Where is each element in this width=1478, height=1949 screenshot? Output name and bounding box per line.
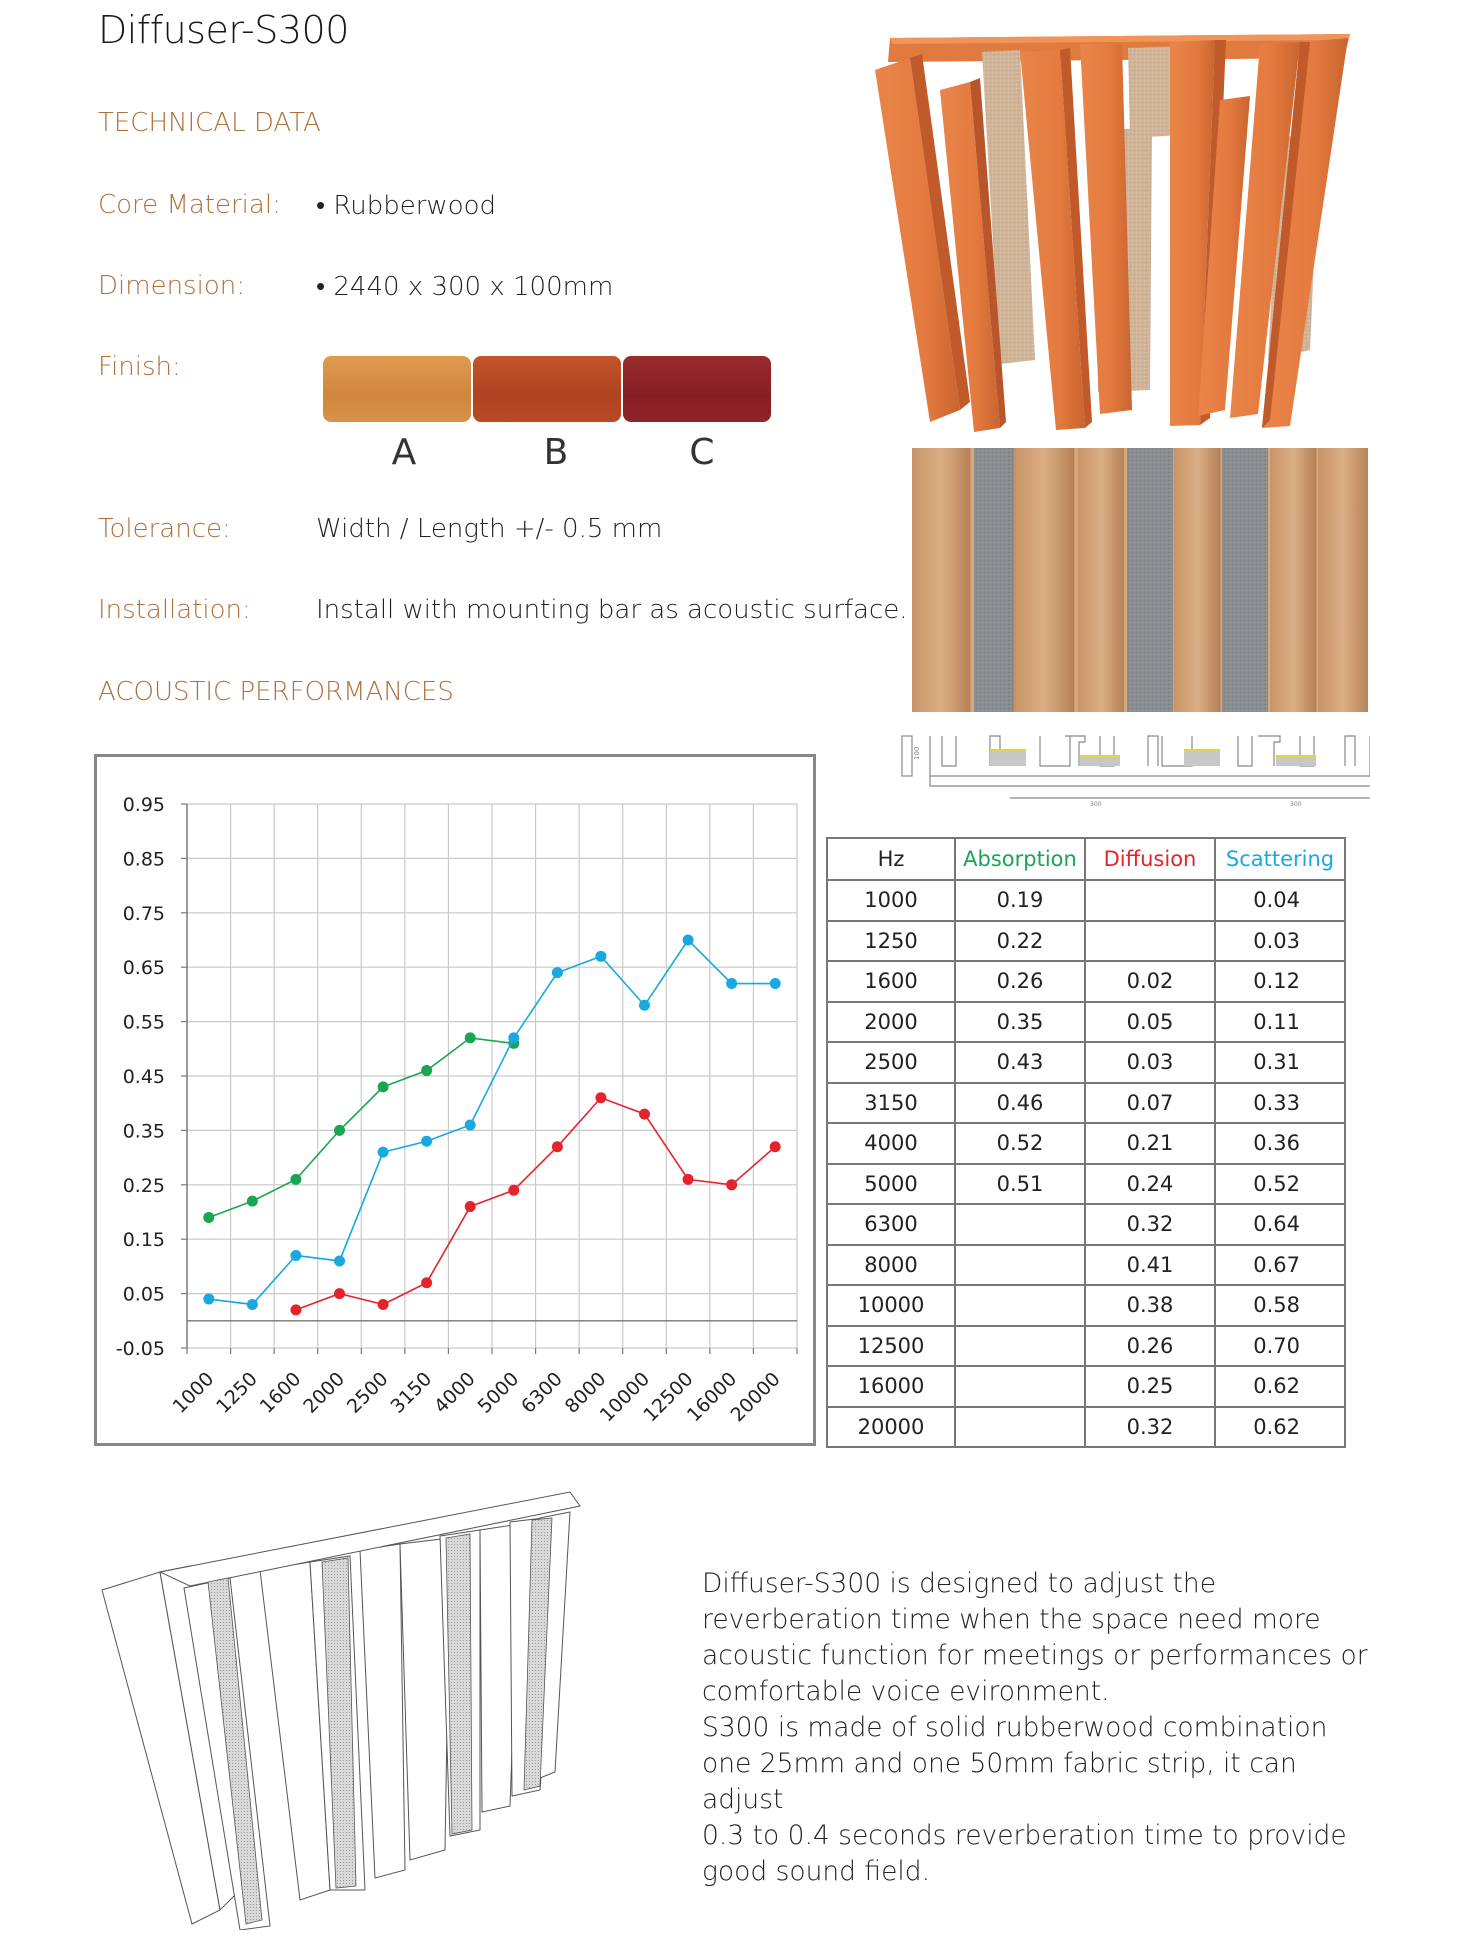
data-point-scattering <box>595 951 606 962</box>
y-tick-label: 0.95 <box>122 794 165 816</box>
table-row <box>827 921 1345 962</box>
x-tick-label: 12500 <box>639 1367 698 1427</box>
table-cell-hz: 4000 <box>827 1123 955 1164</box>
table-cell-absorption: 0.43 <box>955 1042 1085 1083</box>
table-cell-diffusion: 0.38 <box>1085 1285 1215 1326</box>
table-cell-scattering: 0.12 <box>1215 961 1345 1002</box>
table-row <box>827 1123 1345 1164</box>
finish-letter-b: B <box>543 432 569 473</box>
data-point-diffusion <box>595 1092 606 1103</box>
data-point-scattering <box>203 1294 214 1305</box>
core-material-value: • Rubberwood <box>316 191 497 221</box>
data-point-scattering <box>290 1250 301 1261</box>
data-point-diffusion <box>639 1109 650 1120</box>
tolerance-label: Tolerance: <box>98 514 231 544</box>
table-cell-hz: 8000 <box>827 1245 955 1286</box>
x-tick-label: 1000 <box>168 1367 219 1418</box>
data-point-diffusion <box>770 1141 781 1152</box>
table-row <box>827 1204 1345 1245</box>
table-cell-hz: 1600 <box>827 961 955 1002</box>
table-cell-hz: 12500 <box>827 1326 955 1367</box>
data-point-absorption <box>334 1125 345 1136</box>
finish-swatch-a <box>323 356 471 422</box>
table-cell-absorption <box>955 1204 1085 1245</box>
table-cell-hz: 5000 <box>827 1164 955 1205</box>
table-cell-absorption: 0.26 <box>955 961 1085 1002</box>
table-row <box>827 880 1345 921</box>
data-point-diffusion <box>421 1277 432 1288</box>
finish-swatch-b <box>473 356 621 422</box>
core-material-label: Core Material: <box>98 190 281 220</box>
data-point-scattering <box>639 1000 650 1011</box>
table-row <box>827 1164 1345 1205</box>
table-row <box>827 1285 1345 1326</box>
table-cell-absorption: 0.19 <box>955 880 1085 921</box>
page-title: Diffuser-S300 <box>98 8 349 52</box>
x-tick-label: 1600 <box>255 1367 306 1418</box>
table-row <box>827 961 1345 1002</box>
description-line: 0.3 to 0.4 seconds reverberation time to provide <box>702 1820 1347 1851</box>
x-tick-label: 10000 <box>595 1367 655 1427</box>
table-cell-absorption: 0.52 <box>955 1123 1085 1164</box>
table-row <box>827 1245 1345 1286</box>
table-header-diffusion: Diffusion <box>1085 838 1215 880</box>
table-cell-diffusion: 0.21 <box>1085 1123 1215 1164</box>
table-cell-scattering: 0.33 <box>1215 1083 1345 1124</box>
data-point-scattering <box>508 1032 519 1043</box>
finish-letter-a: A <box>391 432 417 473</box>
table-cell-scattering: 0.52 <box>1215 1164 1345 1205</box>
dimension-label: Dimension: <box>98 271 245 301</box>
table-cell-hz: 20000 <box>827 1407 955 1448</box>
data-point-absorption <box>421 1065 432 1076</box>
x-tick-label: 4000 <box>429 1367 480 1418</box>
table-cell-absorption: 0.35 <box>955 1002 1085 1043</box>
front-view-photo <box>912 448 1368 712</box>
x-tick-label: 8000 <box>560 1367 611 1418</box>
data-point-scattering <box>334 1255 345 1266</box>
table-row <box>827 1407 1345 1448</box>
table-cell-scattering: 0.36 <box>1215 1123 1345 1164</box>
finish-label: Finish: <box>98 352 181 382</box>
table-cell-diffusion: 0.03 <box>1085 1042 1215 1083</box>
table-cell-diffusion: 0.41 <box>1085 1245 1215 1286</box>
y-tick-label: 0.15 <box>122 1229 165 1252</box>
y-tick-label: 0.05 <box>122 1283 165 1306</box>
x-tick-label: 16000 <box>682 1367 742 1427</box>
data-point-diffusion <box>334 1288 345 1299</box>
acoustic-table <box>826 837 1346 1448</box>
table-cell-diffusion <box>1085 880 1215 921</box>
y-tick-label: -0.05 <box>115 1338 165 1360</box>
data-point-diffusion <box>378 1299 389 1310</box>
y-tick-label: 0.55 <box>122 1011 165 1034</box>
table-cell-diffusion: 0.05 <box>1085 1002 1215 1043</box>
table-cell-diffusion: 0.25 <box>1085 1366 1215 1407</box>
table-cell-scattering: 0.70 <box>1215 1326 1345 1367</box>
data-point-scattering <box>421 1136 432 1147</box>
table-cell-absorption: 0.51 <box>955 1164 1085 1205</box>
description-line: good sound field. <box>702 1856 931 1887</box>
sketch-render-image <box>100 1490 660 1930</box>
table-cell-diffusion: 0.24 <box>1085 1164 1215 1205</box>
x-tick-label: 5000 <box>473 1367 524 1418</box>
table-cell-diffusion: 0.07 <box>1085 1083 1215 1124</box>
table-cell-hz: 16000 <box>827 1366 955 1407</box>
section-height-label: 100 <box>913 746 921 760</box>
acoustic-chart <box>94 754 816 1446</box>
table-row <box>827 1002 1345 1043</box>
table-header-scattering: Scattering <box>1215 838 1345 880</box>
section-drawing <box>900 730 1370 810</box>
acoustic-performances-heading: ACOUSTIC PERFORMANCES <box>98 677 454 707</box>
y-tick-label: 0.85 <box>122 848 165 871</box>
data-point-diffusion <box>290 1304 301 1315</box>
table-cell-scattering: 0.62 <box>1215 1366 1345 1407</box>
description-line: comfortable voice evironment. <box>702 1676 1110 1707</box>
description-line: reverberation time when the space need more <box>702 1604 1321 1635</box>
table-cell-hz: 1250 <box>827 921 955 962</box>
table-cell-diffusion: 0.26 <box>1085 1326 1215 1367</box>
installation-label: Installation: <box>98 595 251 625</box>
table-cell-scattering: 0.58 <box>1215 1285 1345 1326</box>
y-tick-label: 0.45 <box>122 1066 165 1088</box>
y-tick-label: 0.25 <box>122 1174 165 1197</box>
section-width-label-2: 300 <box>1290 801 1302 808</box>
data-point-scattering <box>770 978 781 989</box>
y-tick-label: 0.75 <box>122 902 165 925</box>
table-cell-diffusion <box>1085 921 1215 962</box>
data-point-scattering <box>683 935 694 946</box>
table-cell-absorption <box>955 1366 1085 1407</box>
y-tick-label: 0.65 <box>122 957 165 980</box>
dimension-value: • 2440 x 300 x 100mm <box>316 272 614 302</box>
y-tick-label: 0.35 <box>122 1120 165 1143</box>
table-cell-absorption: 0.22 <box>955 921 1085 962</box>
section-width-label-1: 300 <box>1090 801 1102 808</box>
table-header-hz: Hz <box>827 838 955 880</box>
x-tick-label: 2500 <box>342 1367 393 1418</box>
data-point-absorption <box>290 1174 301 1185</box>
data-point-scattering <box>552 967 563 978</box>
data-point-absorption <box>465 1032 476 1043</box>
table-header-row <box>827 838 1345 880</box>
data-point-absorption <box>203 1212 214 1223</box>
table-cell-diffusion: 0.02 <box>1085 961 1215 1002</box>
data-point-diffusion <box>726 1179 737 1190</box>
table-cell-absorption <box>955 1285 1085 1326</box>
table-cell-absorption: 0.46 <box>955 1083 1085 1124</box>
finish-letter-c: C <box>689 432 715 473</box>
description-line: acoustic function for meetings or performances or <box>702 1640 1368 1671</box>
description <box>702 1566 1382 1890</box>
table-cell-diffusion: 0.32 <box>1085 1204 1215 1245</box>
table-row <box>827 1083 1345 1124</box>
table-cell-scattering: 0.64 <box>1215 1204 1345 1245</box>
table-row <box>827 1366 1345 1407</box>
data-point-absorption <box>378 1081 389 1092</box>
x-tick-label: 1250 <box>212 1367 262 1418</box>
description-line: S300 is made of solid rubberwood combination <box>702 1712 1328 1743</box>
chart-svg <box>97 757 813 1443</box>
table-cell-diffusion: 0.32 <box>1085 1407 1215 1448</box>
technical-data-heading: TECHNICAL DATA <box>98 108 321 138</box>
installation-value: Install with mounting bar as acoustic surface. <box>316 595 908 625</box>
table-cell-absorption <box>955 1326 1085 1367</box>
data-point-diffusion <box>683 1174 694 1185</box>
table-cell-hz: 3150 <box>827 1083 955 1124</box>
description-line: Diffuser-S300 is designed to adjust the <box>702 1568 1217 1599</box>
x-tick-label: 6300 <box>517 1367 567 1418</box>
table-cell-hz: 6300 <box>827 1204 955 1245</box>
x-tick-label: 3150 <box>386 1367 437 1418</box>
table-cell-scattering: 0.62 <box>1215 1407 1345 1448</box>
table-row <box>827 1042 1345 1083</box>
data-point-absorption <box>247 1196 258 1207</box>
description-line: one 25mm and one 50mm fabric strip, it can adjust <box>702 1748 1297 1815</box>
tolerance-value: Width / Length +/- 0.5 mm <box>316 514 663 544</box>
data-point-diffusion <box>552 1141 563 1152</box>
data-point-scattering <box>726 978 737 989</box>
table-cell-hz: 1000 <box>827 880 955 921</box>
table-cell-scattering: 0.03 <box>1215 921 1345 962</box>
table-cell-hz: 2000 <box>827 1002 955 1043</box>
table-cell-scattering: 0.67 <box>1215 1245 1345 1286</box>
table-cell-absorption <box>955 1407 1085 1448</box>
table-cell-scattering: 0.11 <box>1215 1002 1345 1043</box>
x-tick-label: 20000 <box>726 1367 785 1427</box>
table-cell-hz: 10000 <box>827 1285 955 1326</box>
table-cell-hz: 2500 <box>827 1042 955 1083</box>
table-row <box>827 1326 1345 1367</box>
product-render-image <box>870 30 1370 434</box>
data-point-scattering <box>378 1147 389 1158</box>
table-cell-scattering: 0.31 <box>1215 1042 1345 1083</box>
table-cell-absorption <box>955 1245 1085 1286</box>
x-tick-label: 2000 <box>299 1367 350 1418</box>
data-point-diffusion <box>465 1201 476 1212</box>
table-cell-scattering: 0.04 <box>1215 880 1345 921</box>
data-point-scattering <box>465 1119 476 1130</box>
data-point-diffusion <box>508 1185 519 1196</box>
data-point-scattering <box>247 1299 258 1310</box>
finish-swatch-c <box>623 356 771 422</box>
table-header-absorption: Absorption <box>955 838 1085 880</box>
